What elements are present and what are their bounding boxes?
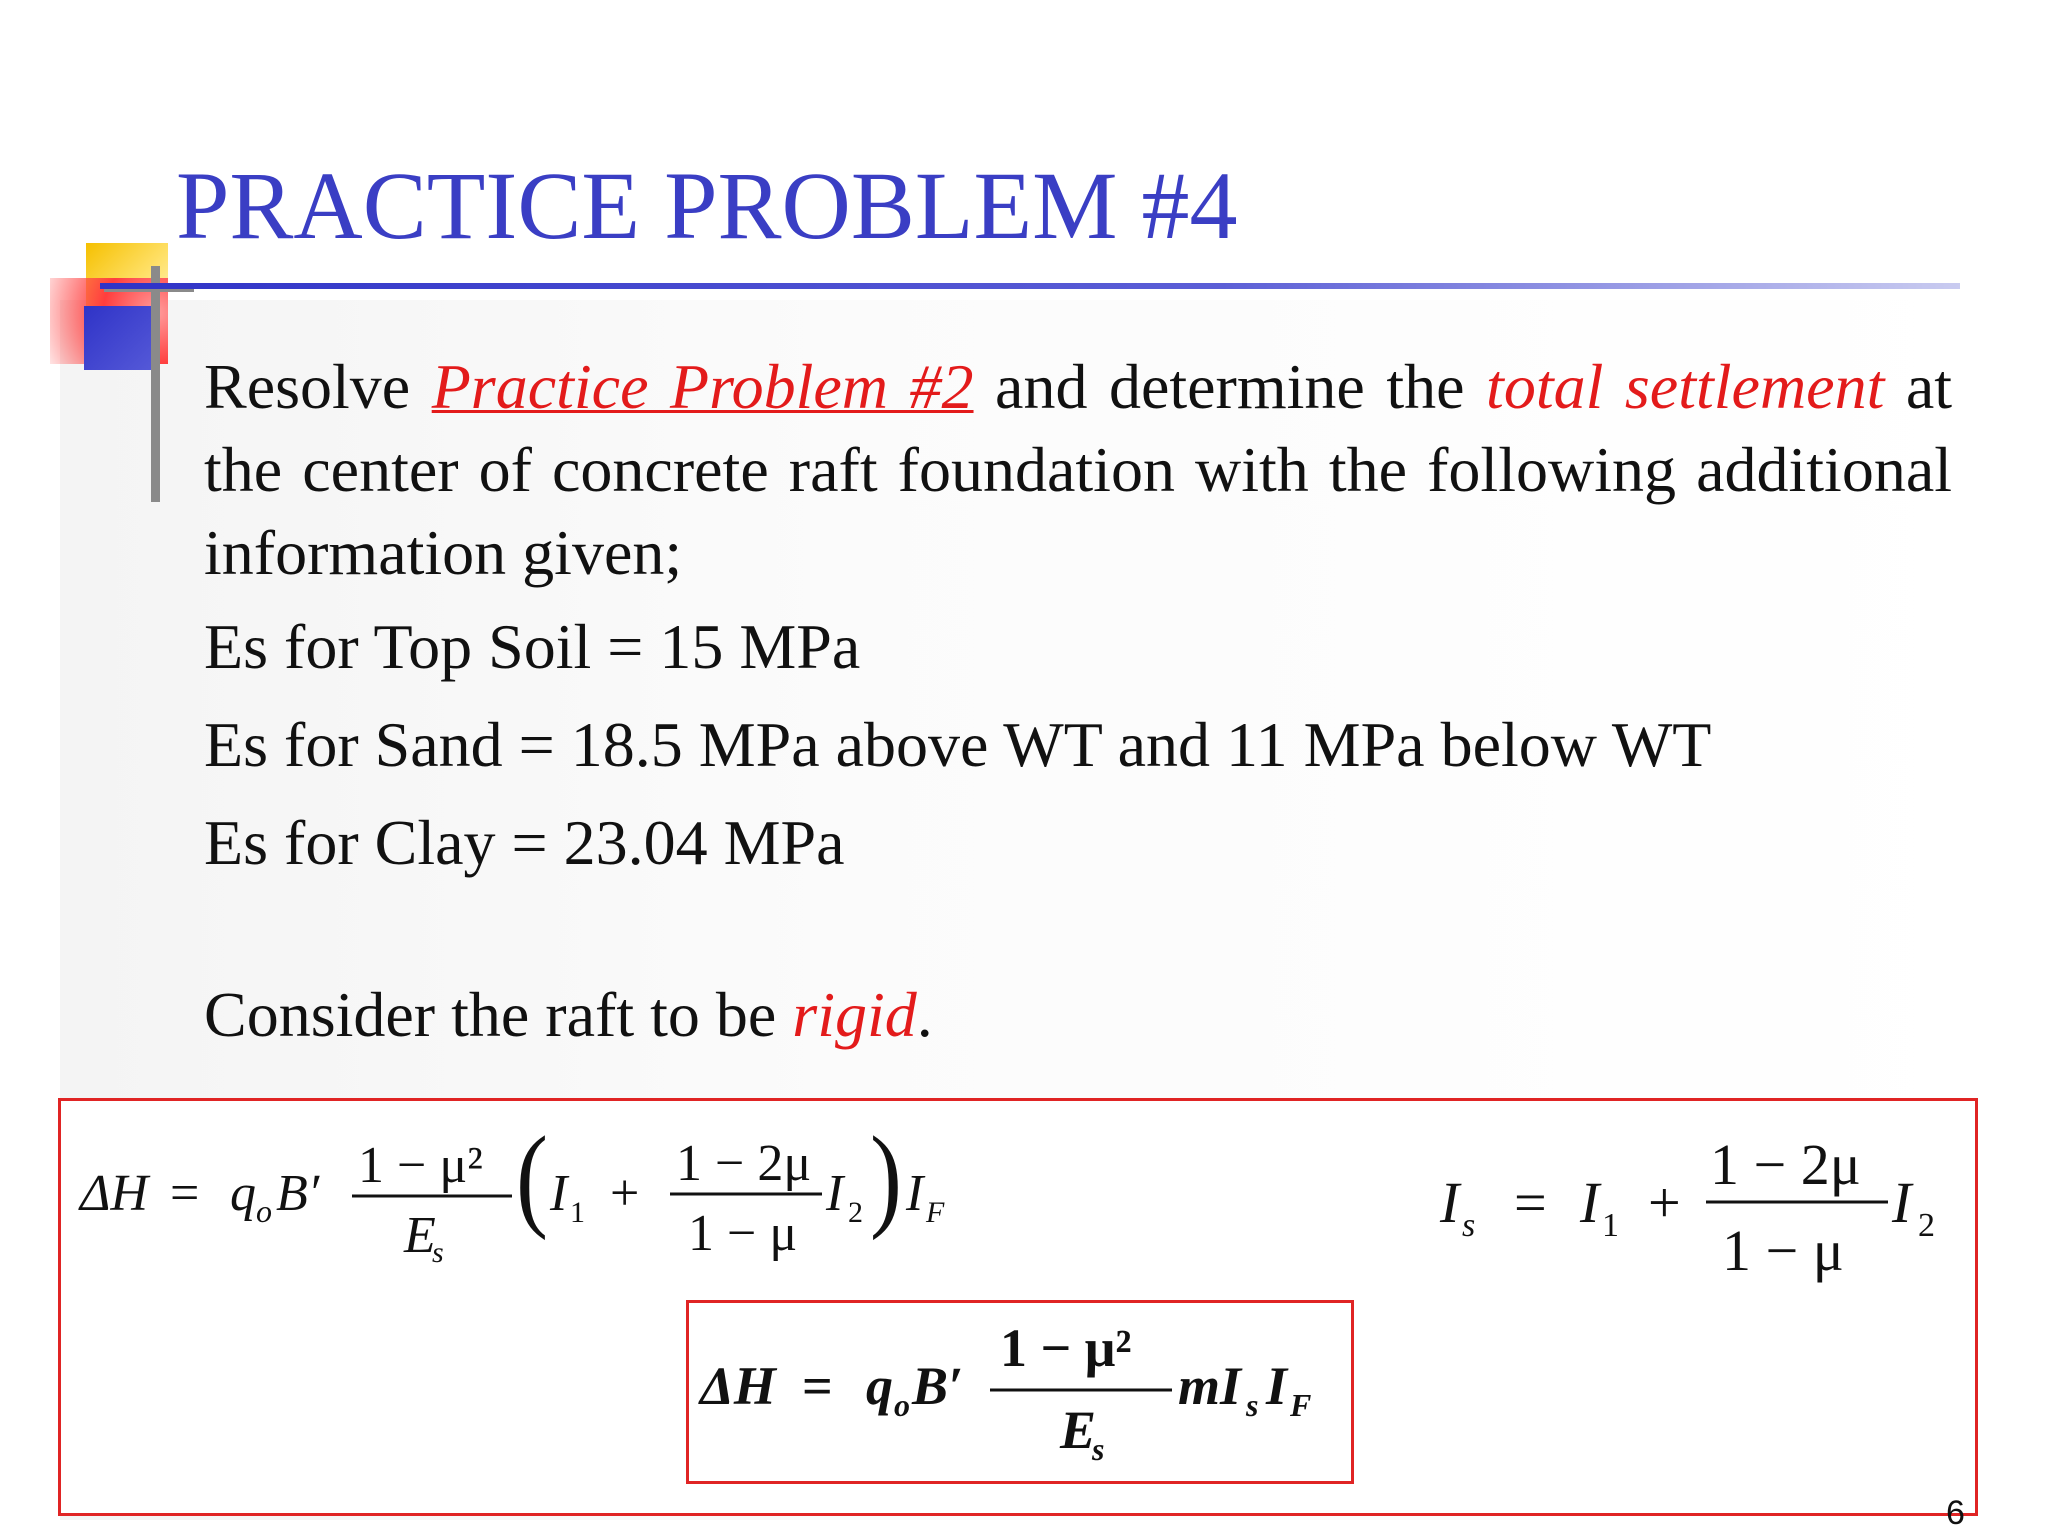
f2-I1: I <box>1580 1170 1600 1235</box>
f2-I2: I <box>1892 1170 1912 1235</box>
f1-den: E <box>404 1207 436 1264</box>
f2-lhs: I <box>1440 1170 1460 1235</box>
f1-den-sub: s <box>432 1236 444 1269</box>
f3-IF: I <box>1266 1356 1288 1416</box>
f2-I2-sub: 2 <box>1918 1207 1935 1244</box>
f3-q: q <box>866 1356 893 1416</box>
intro-text-rest: at the center of concrete raft foundation with the following additional information given; <box>204 351 1953 588</box>
f1-I1-sub: 1 <box>570 1196 585 1229</box>
es-sand-line: Es for Sand = 18.5 MPa above WT and 11 MPa below WT <box>204 709 1712 780</box>
f3-tail: mI <box>1178 1356 1242 1416</box>
intro-paragraph <box>204 345 1952 594</box>
f1-IF-sub: F <box>926 1196 945 1229</box>
f1-q-sub: o <box>256 1193 272 1229</box>
es-clay-line: Es for Clay = 23.04 MPa <box>204 807 845 878</box>
f2-plus: + <box>1648 1170 1681 1235</box>
f1-B: B′ <box>276 1165 320 1222</box>
f3-den: E <box>1060 1400 1097 1460</box>
f2-den: 1 − μ <box>1722 1218 1844 1283</box>
f2-I1-sub: 1 <box>1602 1207 1619 1244</box>
consider-text: Consider the raft to be <box>204 979 793 1050</box>
f2-lhs-sub: s <box>1462 1207 1476 1244</box>
intro-text: and determine the <box>995 351 1465 422</box>
f1-paren-close: ) <box>870 1113 902 1241</box>
f2-eq: = <box>1514 1170 1547 1235</box>
consider-rigid-line <box>204 978 933 1052</box>
practice-problem-link[interactable]: Practice Problem #2 <box>431 351 974 422</box>
f1-den2: 1 − μ <box>688 1205 798 1262</box>
f3-tail-sub: s <box>1246 1387 1259 1423</box>
total-settlement-emphasis: total settlement <box>1486 351 1885 422</box>
is-formula <box>1430 1110 1970 1300</box>
decor-vertical-line <box>151 266 160 502</box>
settlement-formula-flexible <box>70 1110 990 1300</box>
slide-title: PRACTICE PROBLEM #4 <box>176 152 1238 259</box>
consider-period: . <box>916 979 933 1050</box>
f1-I2-sub: 2 <box>848 1196 863 1229</box>
rigid-emphasis: rigid <box>792 979 917 1050</box>
f1-lhs: ΔH <box>80 1165 149 1222</box>
f1-paren-open: ( <box>516 1113 548 1241</box>
f1-plus: + <box>610 1165 640 1222</box>
decor-blue-square <box>84 306 154 370</box>
f1-I2: I <box>826 1165 844 1222</box>
f1-q: q <box>230 1165 256 1222</box>
f3-lhs: ΔH <box>700 1356 776 1416</box>
f3-eq: = <box>802 1356 833 1416</box>
intro-word-resolve: Resolve <box>204 351 411 422</box>
settlement-formula-rigid <box>690 1304 1350 1480</box>
f3-IF-sub: F <box>1290 1387 1312 1423</box>
f1-num2: 1 − 2μ <box>676 1135 812 1192</box>
f2-num: 1 − 2μ <box>1710 1132 1861 1197</box>
f1-num: 1 − μ² <box>358 1137 483 1194</box>
f3-B: B′ <box>912 1356 964 1416</box>
f3-num: 1 − μ² <box>1000 1318 1132 1378</box>
f1-IF: I <box>906 1165 924 1222</box>
f3-den-sub: s <box>1092 1431 1105 1467</box>
es-top-soil-line: Es for Top Soil = 15 MPa <box>204 611 861 682</box>
f3-q-sub: o <box>894 1387 910 1423</box>
title-underline <box>100 283 1960 289</box>
page-number: 6 <box>1946 1494 1965 1532</box>
f1-eq: = <box>170 1165 200 1222</box>
f1-I1: I <box>550 1165 568 1222</box>
